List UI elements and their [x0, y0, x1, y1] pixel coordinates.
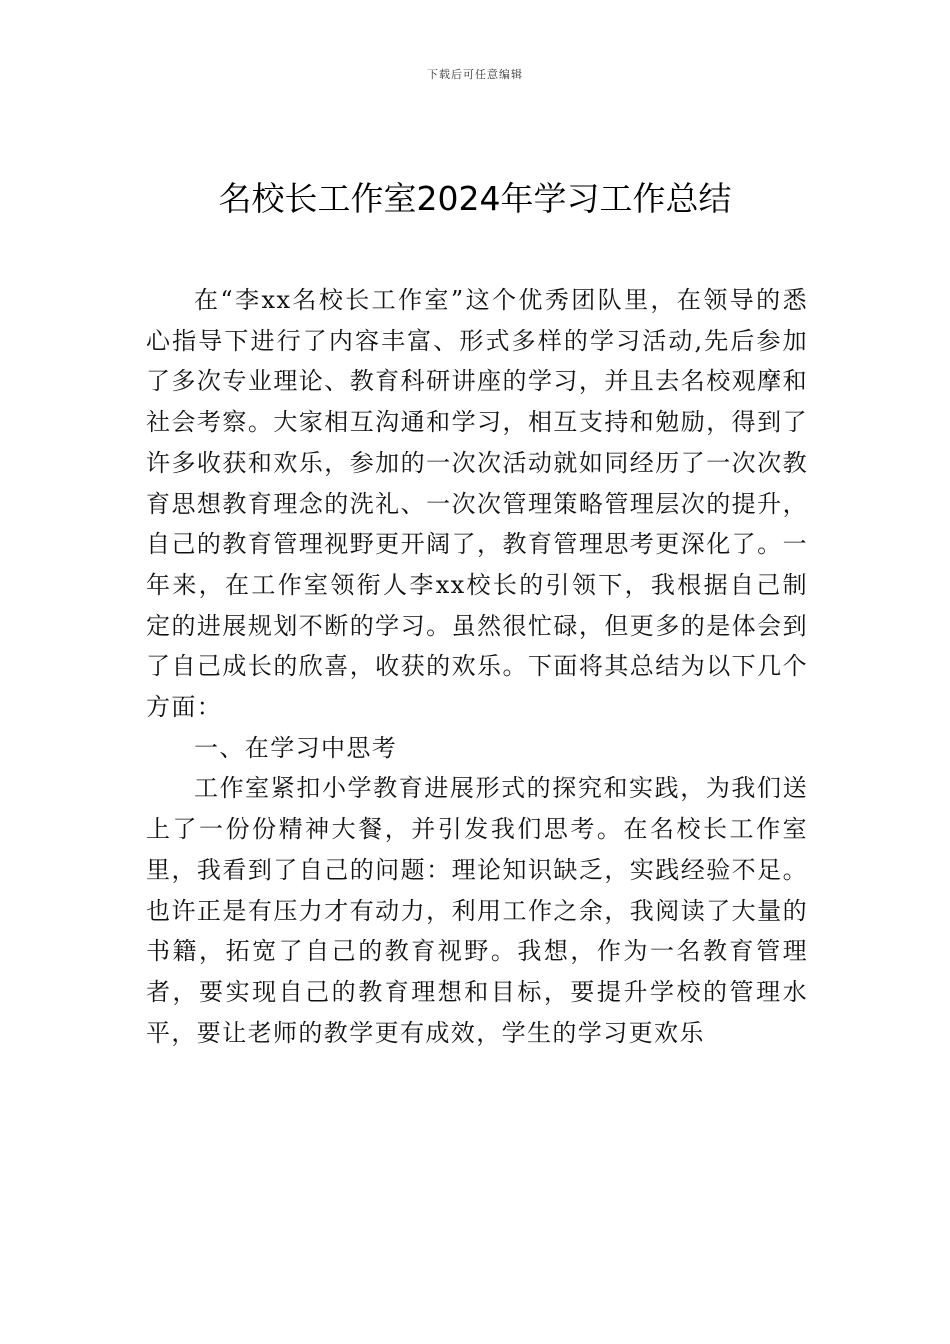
document-title: 名校长工作室2024年学习工作总结 — [218, 179, 732, 218]
section-heading: 一、在学习中思考 — [194, 733, 398, 762]
section-paragraph: 工作室紧扣小学教育进展形式的探究和实践，为我们送上了一份份精神大餐，并引发我们思考。在名校长工作室里，我看到了自己的问题：理论知识缺乏，实践经验不足。也许正是有压力才有动力，利用工作之余，我阅读了大量的书籍，拓宽了自己的教育视野。我想，作为一名教育管理者，要实现自己的教育理想和目标，要提升学校的管理水平，要让老师的教学更有成效，学生的学习更欢乐 — [146, 774, 808, 1047]
header-note: 下载后可任意编辑 — [427, 68, 523, 81]
intro-paragraph: 在“李xx名校长工作室”这个优秀团队里，在领导的悉心指导下进行了内容丰富、形式多样的学习活动,先后参加了多次专业理论、教育科研讲座的学习，并且去名校观摩和社会考察。大家相互沟通和学习，相互支持和勉励，得到了许多收获和欢乐，参加的一次次活动就如同经历了一次次教育思想教育理念的洗礼、一次次管理策略管理层次的提升，自己的教育管理视野更开阔了，教育管理思考更深化了。一年来，在工作室领衔人李xx校长的引领下，我根据自己制定的进展规划不断的学习。虽然很忙碌，但更多的是体会到了自己成长的欣喜，收获的欢乐。下面将其总结为以下几个方面： — [146, 286, 808, 722]
document-body — [146, 280, 808, 1053]
